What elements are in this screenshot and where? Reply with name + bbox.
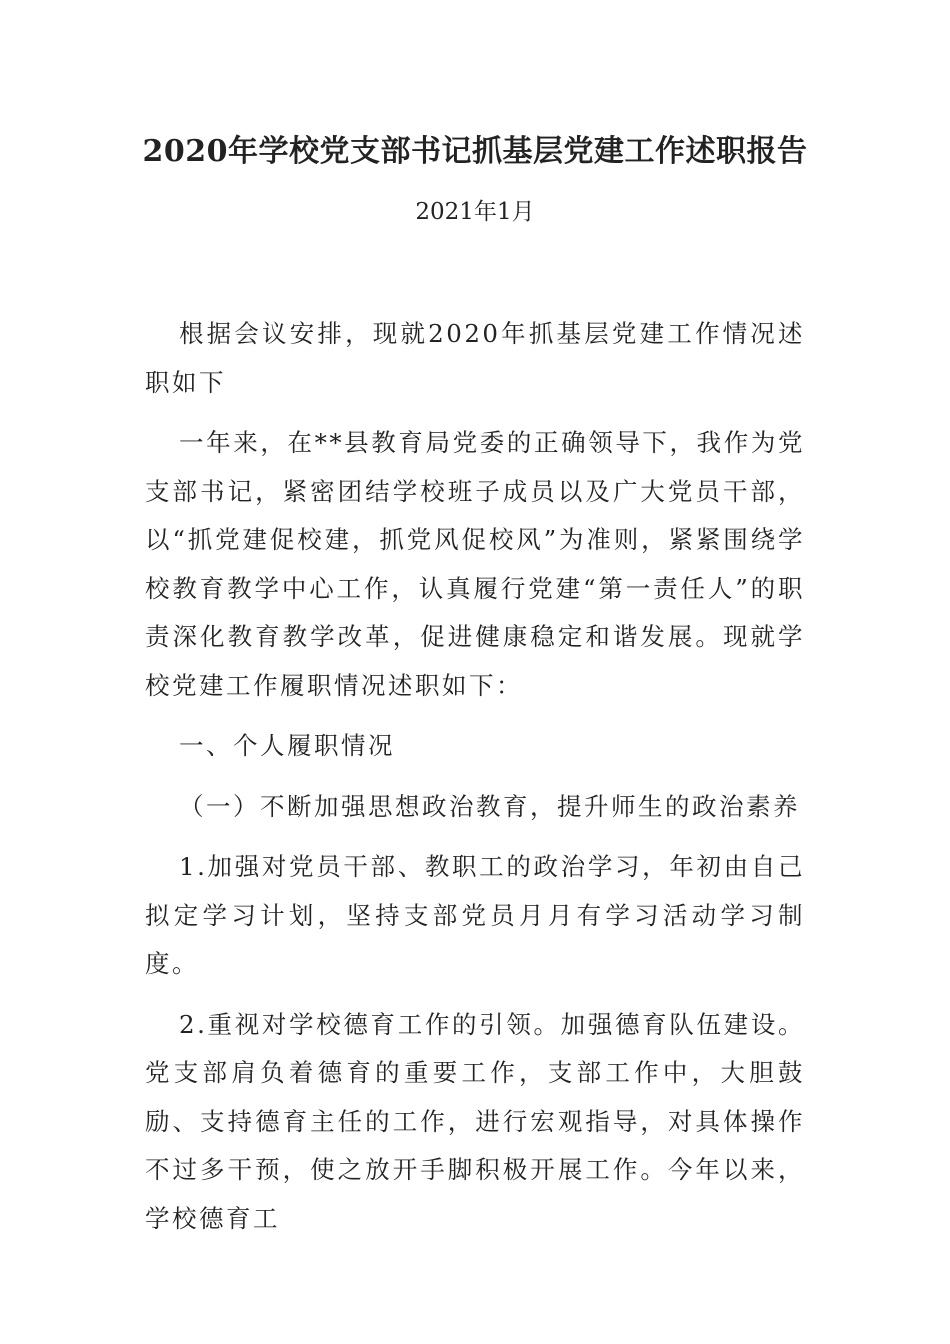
paragraph-item-1: 1.加强对党员干部、教职工的政治学习，年初由自己拟定学习计划，坚持支部党员月月有学习活动学习制度。 bbox=[145, 852, 805, 978]
document-title: 2020年学校党支部书记抓基层党建工作述职报告 bbox=[142, 134, 808, 169]
section-heading: 一、个人履职情况 bbox=[179, 731, 395, 760]
paragraph-item-2: 2.重视对学校德育工作的引领。加强德育队伍建设。党支部肩负着德育的重要工作，支部工作中，大胆鼓励、支持德育主任的工作，进行宏观指导，对具体操作不过多干预，使之放开手脚积极开展工作。今年以来，学校德育工 bbox=[145, 1009, 805, 1233]
document-date: 2021年1月 bbox=[415, 199, 535, 225]
document-body bbox=[145, 310, 805, 1255]
paragraph-overview: 一年来，在**县教育局党委的正确领导下，我作为党支部书记，紧密团结学校班子成员以及广大党员干部，以“抓党建促校建，抓党风促校风”为准则，紧紧围绕学校教育教学中心工作，认真履行党建“第一责任人”的职责深化教育教学改革，促进健康稳定和谐发展。现就学校党建工作履职情况述职如下： bbox=[145, 428, 805, 700]
paragraph-intro: 根据会议安排，现就2020年抓基层党建工作情况述职如下 bbox=[145, 319, 805, 397]
subsection-heading: （一）不断加强思想政治教育，提升师生的政治素养 bbox=[179, 791, 800, 821]
